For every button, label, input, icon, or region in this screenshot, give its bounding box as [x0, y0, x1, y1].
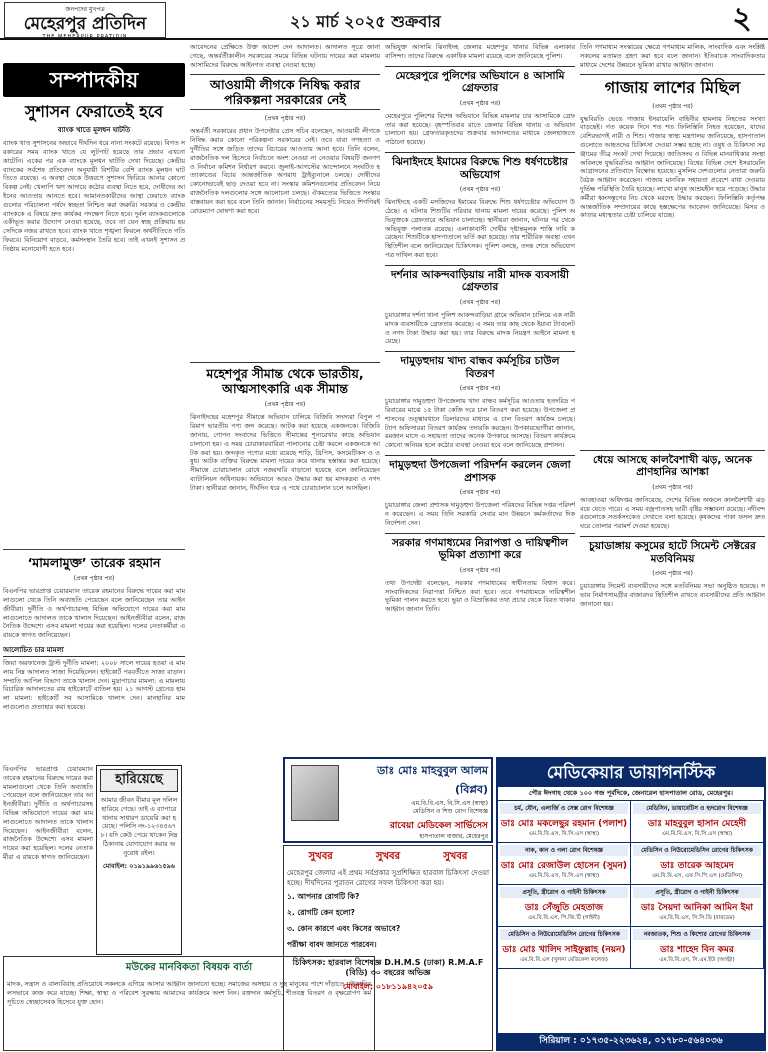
doctor-degree: এম.বি.বি.এস, বি.সি.এস (স্বাস্থ্য) — [528, 831, 600, 837]
doctor-specialty: প্রসূতি, স্ত্রীরোগ ও গাইনী চিকিৎসক — [633, 887, 761, 898]
diagnostic-address: পৌর ঈদগাহ থেকে ১০০ গজ পূর্বদিকে, জেনারেল হাসপাতাল রোড, মেহেরপুর। — [498, 787, 764, 801]
editorial-label: সম্পাদকীয় — [3, 63, 185, 97]
herbal-advertisement — [283, 845, 493, 1051]
storm-continued: (প্রথম পৃষ্ঠার পর) — [652, 483, 693, 491]
org-body: মাদক, সন্ত্রাস ও বাল্যবিবাহ প্রতিরোধে সকলকে এগিয়ে আসার আহ্বান জানানো হচ্ছে। সমাজের অসহায় ও দুস্থ মানুষের পাশে দাঁড়াতে মউক নিরলসভাবে কাজ করে যাচ্ছে। শিক্ষা, স্বাস্থ্য ও পরিবেশ সুরক্ষায় আমাদের কার্যক্রমে অংশ নিন। রক্তদান কর্মসূচি, শীতবস্ত্র বিতরণ ও বৃক্ষরোপণ কর্মসূচিতে স্বেচ্ছাসেবক হিসেবে যুক্ত হোন। — [7, 980, 371, 1006]
doctor-specialty: মেডিসিন, ডায়াবেটিস ও হৃদরোগ বিশেষজ্ঞ — [633, 803, 761, 814]
herbal-question-2: ২. রোগটি কেন হলো? — [287, 908, 355, 917]
darshana-headline: দর্শনার আকন্দবাড়িয়ায় নারী মাদক ব্যবসায়ী গ্রেফতার — [385, 265, 575, 294]
doctor-specialty: প্রসূতি, স্ত্রীরোগ ও গাইনী চিকিৎসক — [500, 887, 628, 898]
doctor-specialty: মেডিসিন ও নিউরোমেডিসিন রোগের চিকিৎসক — [500, 929, 628, 940]
good-news-banner — [287, 849, 489, 866]
journalism-continued: (প্রথম পৃষ্ঠার পর) — [459, 566, 501, 574]
diagnostic-serial-phone: সিরিয়াল : ০১৭৩৫-২২৩৬২৪, ০১৭৮০-৫৬৪০৩৬ — [498, 1033, 764, 1049]
column-4 — [580, 43, 765, 755]
police-continued: (প্রথম পৃষ্ঠার পর) — [459, 99, 501, 107]
masthead-tagline: জনপদের মুখপত্র — [65, 6, 105, 13]
doctor-cell — [631, 885, 764, 927]
inspection-continued: (প্রথম পৃষ্ঠার পর) — [459, 489, 501, 497]
column-2 — [190, 43, 380, 755]
doctor-advertisement — [283, 757, 493, 843]
awami-body: অন্তর্বর্তী সরকারের প্রধান উপদেষ্টার প্রেস সচিব বলেছেন, আওয়ামী লীগকে নিষিদ্ধ করার কোনো পরিকল্পনা সরকারের নেই। তবে যারা গণহত্যা ও দুর্নীতির সঙ্গে জড়িত তাদের বিচারের আওতায় আনা হবে। তিনি বলেন, রাজনৈতিক দল হিসেবে নির্বাচনে অংশ নেওয়া না নেওয়ার বিষয়টি জনগণ ও নির্বাচন কমিশন নির্ধারণ করবে। জুলাই-আগস্টের আন্দোলনে সংঘটিত হত্যাকাণ্ডের বিচার আন্তর্জাতিক অপরাধ ট্রাইব্যুনালে চলছে। দোষীদের কোনোভাবেই ছাড় দেওয়া হবে না। সংস্কার কমিশনগুলোর প্রতিবেদন নিয়ে রাজনৈতিক দলগুলোর সঙ্গে আলোচনা চলছে। ঐকমত্যের ভিত্তিতে সংস্কার বাস্তবায়ন করা হবে বলে তিনি জানান। নির্বাচনের সময়সূচি নিয়েও শিগগিরই রোডম্যাপ ঘোষণা করা হবে। — [190, 127, 380, 215]
police-body: মেহেরপুরে পুলিশের বিশেষ অভিযানে বিভিন্ন মামলার চার আসামিকে গ্রেফতার করা হয়েছে। বৃহস্পতিবার রাতে জেলার বিভিন্ন থানায় এ অভিযান চালানো হয়। গ্রেফতারকৃতদের শুক্রবার আদালতের মাধ্যমে জেলহাজতে পাঠানো হয়েছে। — [385, 111, 575, 147]
missing-title: হারিয়েছে — [100, 769, 178, 792]
c3-intro: অভিযুক্ত আসামি ঝিনাইদহ জেলার মহেশপুর থানার বিভিন্ন এলাকার বাসিন্দা। তাদের বিরুদ্ধে একাধিক মামলা রয়েছে বলে জানিয়েছে পুলিশ। — [385, 43, 575, 60]
damurhuda-continued: (প্রথম পৃষ্ঠার পর) — [459, 385, 501, 393]
doctor-name: ডাঃ মোঃ রেজাউল হোসেন (সুমন) — [500, 861, 628, 871]
jhinaidah-continued: (প্রথম পৃষ্ঠার পর) — [459, 186, 501, 194]
jhinaidah-headline: ঝিনাইদহে ইমামের বিরুদ্ধে শিশু ধর্ষণচেষ্টার অভিযোগ — [385, 152, 575, 181]
org-title: মউকের মানবিকতা বিষয়ক বার্তা — [125, 962, 253, 973]
doctor-name: ডাঃ তারেক আহমেদ — [660, 861, 734, 871]
maheshpur-continued: (প্রথম পৃষ্ঠার পর) — [264, 401, 306, 409]
doctor-cell — [631, 927, 764, 969]
doctor-name: ডাঃ মোঃ মকলেছুর রহমান (পলাশ) — [500, 819, 628, 829]
clinic-name: রাবেয়া মেডিকেল সার্ভিসেস — [389, 821, 488, 831]
masthead — [0, 0, 768, 40]
good-news-3: সুখবর — [443, 851, 468, 862]
maheshpur-body: ঝিনাইদহের মহেশপুর সীমান্তে অভিযান চালিয়ে বিজিবি সদস্যরা বিপুল পরিমাণ ভারতীয় পণ্য জব্দ করেছে। আটক করা হয়েছে একজনকে। বিজিবি জানায়, গোপন সংবাদের ভিত্তিতে সীমান্তের শূন্যরেখার কাছে অভিযান চালানো হয়। এ সময় চোরাকারবারিরা পালানোর চেষ্টা করলে একজনকে আটক করা হয়। জব্দকৃত পণ্যের মধ্যে রয়েছে শাড়ি, থ্রিপিস, কসমেটিকস ও ওষুধ। আটক ব্যক্তির বিরুদ্ধে মামলা দায়ের করে থানায় হস্তান্তর করা হয়েছে। সীমান্তে চোরাচালান রোধে নজরদারি বাড়ানো হয়েছে বলে জানিয়েছেন ব্যাটালিয়ন অধিনায়ক। অভিযানে আরও উদ্ধার করা হয় মাদকদ্রব্য ও নগদ টাকা। স্থানীয়রা জানান, দীর্ঘদিন ধরে এ পথে চোরাচালান চলে আসছিল। — [190, 413, 380, 492]
editorial-subhead: ব্যাংক খাতে মূলধন ঘাটতি — [57, 126, 131, 135]
doctor-photo — [291, 765, 339, 821]
tarek-subsection: আলোচিত চার মামলা — [3, 644, 185, 657]
chuadanga-headline: চুয়াডাঙ্গায় কসুমের হাটে সিমেন্ট সেক্টরের মতবিনিময় — [580, 536, 765, 565]
herbal-question-3: ৩. কোন কারণে এবং কিসের অভাবে? — [287, 924, 401, 933]
doctor-degree: এম.বি.বি.এস, বি.সি.এস (স্বাস্থ্য) — [661, 831, 733, 837]
damurhuda-headline: দামুড়হুদায় খাদ্য বান্ধব কর্মসূচির চাউল বিতরণ — [385, 351, 575, 380]
doctor-name: ডাঃ মাহবুবুল হাসান মেহেদী — [647, 819, 747, 829]
storm-headline: ধেয়ে আসছে কালবৈশাখী ঝড়, অনেক প্রাণহানির আশঙ্কা — [580, 450, 765, 479]
good-news-2: সুখবর — [375, 851, 401, 862]
issue-date: ২১ মার্চ ২০২৫ শুক্রবার — [290, 12, 441, 31]
tarek-headline: ‘মামলামুক্ত’ তারেক রহমান — [27, 555, 161, 571]
c2-intro: আবেদনের প্রেক্ষিতে উক্ত আদেশ দেন আদালত। আদালত সূত্রে জানা গেছে, অন্তর্বর্তীকালীন সরকারের সময়ে বিভিন্ন ঘটনায় দায়ের করা মামলায় আসামিদের বিরুদ্ধে আইনগত ব্যবস্থা নেওয়া হচ্ছে। — [190, 43, 380, 69]
storm-body: আবহাওয়া অধিদপ্তর জানিয়েছে, দেশের বিভিন্ন অঞ্চলে কালবৈশাখী ঝড় বয়ে যেতে পারে। এ সময় বজ্রপাতসহ ভারী বৃষ্টির সম্ভাবনা রয়েছে। নদীবন্দরগুলোকে সতর্কসংকেত দেখাতে বলা হয়েছে। কৃষকদের পাকা ফসল দ্রুত ঘরে তোলার পরামর্শ দেওয়া হয়েছে। — [580, 495, 765, 531]
missing-notice — [96, 765, 182, 955]
darshana-body: চুয়াডাঙ্গার দর্শনা থানা পুলিশ আকন্দবাড়িয়া গ্রামে অভিযান চালিয়ে এক নারী মাদক ব্যবসায়ীকে গ্রেফতার করেছে। এ সময় তার কাছ থেকে ইয়াবা ট্যাবলেট ও নগদ টাকা উদ্ধার করা হয়। তার বিরুদ্ধে মাদক নিয়ন্ত্রণ আইনে মামলা হয়েছে। — [385, 310, 575, 346]
missing-body: আমার জীবন বীমার মূল দলিল হারিয়ে গেছে। তাই এ ব্যাপারে থানায় সাধারণ ডায়েরি করা হয়েছে। পলিসি নং-১২৩৪৫৬৭৮। যদি কেউ পেয়ে থাকেন নিম্ন ঠিকানায় যোগাযোগ করার অনুরোধ রইল। — [100, 796, 178, 857]
awami-continued: (প্রথম পৃষ্ঠার পর) — [264, 115, 306, 123]
doctor-grid — [498, 801, 764, 969]
doctor-name: ডাঃ সৈয়দা আনিকা আমিন ইমা — [641, 903, 753, 913]
police-headline: মেহেরপুরে পুলিশের অভিযানে ৪ আসামি গ্রেফতার — [385, 66, 575, 95]
journalism-headline: সরকার গণমাধ্যমের নিরাপত্তা ও দায়িত্বশীল ভূমিকা প্রত্যাশা করে — [385, 533, 575, 562]
doctor-specialty: নবজাতক, শিশু ও কিশোর রোগের চিকিৎসক — [633, 929, 761, 940]
doctor-degree: এম.বি.বি.এস (খুলনা মেডিকেল কলেজ) — [520, 957, 608, 963]
column-editorial — [3, 43, 185, 753]
damurhuda-body: চুয়াডাঙ্গার দামুড়হুদা উপজেলায় খাদ্য বান্ধব কর্মসূচির আওতায় হতদরিদ্র পরিবারের মাঝে ১৫ টাকা কেজি দরে চাল বিতরণ করা হয়েছে। উপজেলা প্রশাসনের তত্ত্বাবধানে ডিলারদের মাধ্যমে এ চাল বিতরণ কার্যক্রম চলছে। ট্যাগ অফিসাররা বিতরণ কার্যক্রম তদারকি করছেন। উপকারভোগীরা জানান, রমজান মাসে এ সহায়তা তাদের অনেক উপকারে আসছে। বিতরণ কার্যক্রমে কোনো অনিয়ম হলে কঠোর ব্যবস্থা নেওয়া হবে বলে জানিয়েছে প্রশাসন। — [385, 397, 575, 450]
herbal-question-4: পরীক্ষা বাবদ জানতে পারবেন। — [287, 940, 377, 949]
good-news-1: সুখবর — [308, 851, 333, 862]
c4-top-body: তিনি গণমাধ্যম সংস্কারের ক্ষেত্রে গণমাধ্যম মালিক, সাংবাদিক এবং সংশ্লিষ্ট সকলের মতামত গ্রহণ করা হবে বলে জানান। ইতিবাচক সাংবাদিকতার মাধ্যমে দেশের উন্নয়নে ভূমিকা রাখার আহ্বান জানান। — [580, 43, 765, 69]
doctor-degree: এম.বি.বি.এস, পি.জি.টি (গাইনী) — [528, 915, 600, 921]
doctor-specialty: মেডিসিন ও শিশু রোগ বিশেষজ্ঞ — [412, 808, 488, 815]
inspection-body: চুয়াডাঙ্গার জেলা প্রশাসক দামুড়হুদা উপজেলা পরিষদের বিভিন্ন দপ্তর পরিদর্শন করেছেন। এ সময় তিনি সরকারি সেবার মান উন্নয়নে কর্মকর্তাদের দিকনির্দেশনা দেন। — [385, 501, 575, 527]
column-3 — [385, 43, 575, 755]
gaza-headline: গাজায় লাশের মিছিল — [580, 74, 765, 97]
herbal-question-1: ১. আপনার রোগটি কি? — [287, 892, 360, 901]
doctor-cell — [498, 927, 631, 969]
doctor-degree: এম.বি.বি.এস, বি.সি.এস (স্বাস্থ্য) — [411, 800, 488, 807]
inspection-headline: দামুড়হুদা উপজেলা পরিদর্শন করলেন জেলা প্রশাসক — [385, 455, 575, 484]
page-number: ২ — [732, 1, 752, 36]
doctor-specialty: মেডিসিন ও নিউরোমেডিসিন রোগের চিকিৎসক — [633, 845, 761, 856]
doctor-cell — [631, 843, 764, 885]
doctor-degree: এম.বি.বি.এস, বি.সি.এস (স্বাস্থ্য) — [528, 873, 600, 879]
doctor-cell — [631, 801, 764, 843]
clinic-address: হাসপাতাল বাজার, মেহেরপুর — [419, 833, 488, 840]
newspaper-name: মেহেরপুর প্রতিদিন — [23, 14, 147, 34]
doctor-degree: এম.বি.বি.এস, সি.সি.ডি (বারডেম) — [659, 915, 735, 921]
doctor-specialty: চর্ম, যৌন, এলার্জি ও সেক্স রোগ বিশেষজ্ঞ — [500, 803, 628, 814]
herbal-body: মেহেরপুর জেলার এই প্রথম সর্বপ্রকার সুপ্রশিক্ষিত হারবাল চিকিৎসা দেওয়া হচ্ছে। দীর্ঘদিনের পুরাতন রোগের সফল চিকিৎসা করা হয়। — [287, 869, 489, 887]
doctor-cell — [498, 843, 631, 885]
doctor-cell — [498, 885, 631, 927]
editorial-headline: সুশাসন ফেরাতেই হবে — [24, 102, 164, 121]
diagnostic-title: মেডিকেয়ার ডায়াগনস্টিক — [498, 759, 764, 787]
divider — [3, 549, 185, 550]
tarek-continued: (প্রথম পৃষ্ঠার পর) — [73, 575, 115, 583]
doctor-name: ডাঃ মোঃ খালিদ সাইফুল্লাহ (নয়ন) — [502, 945, 626, 955]
tarek-body: বিএনপির ভারপ্রাপ্ত চেয়ারম্যান তারেক রহমানের বিরুদ্ধে দায়ের করা মামলাগুলো থেকে তিনি অব্যাহতি পেয়েছেন বলে জানিয়েছেন তার আইনজীবীরা। দুর্নীতি ও অর্থপাচারসহ বিভিন্ন অভিযোগে দায়ের করা মামলাগুলোতে আদালত তাকে খালাস দিয়েছেন। আইনজীবীরা বলেন, রাজনৈতিক উদ্দেশ্যে এসব মামলা দায়ের করা হয়েছিল। দলের নেতাকর্মীরা এ রায়কে স্বাগত জানিয়েছেন। — [3, 587, 185, 640]
herbal-doctor-info: চিকিৎসক: হারবাল বিশেষজ্ঞ D.H.M.S (ঢাকা) R.M.A.F (বিডি) ৩০ বছরের অভিজ্ঞ — [292, 958, 484, 977]
editorial-body: ব্যাংক খাত সুশাসনের অভাবে দীর্ঘদিন ধরে নানা সংকটে রয়েছে। বিগত সরকারের সময় ব্যাংক খাতে যে লুটপাট হয়েছে তার প্রভাব এখনো কাটেনি। একের পর এক ব্যাংকে মূলধন ঘাটতি দেখা দিয়েছে। কেন্দ্রীয় ব্যাংকের সর্বশেষ প্রতিবেদন অনুযায়ী বিশটির বেশি ব্যাংক মূলধন ঘাটতিতে রয়েছে। এ অবস্থা থেকে উত্তরণে সুশাসন ফিরিয়ে আনার কোনো বিকল্প নেই। খেলাপি ঋণ আদায়ে কঠোর ব্যবস্থা নিতে হবে, দোষীদের আইনের আওতায় আনতে হবে। আমানতকারীদের আস্থা ফেরাতে ব্যাংকগুলোর পরিচালনা পর্ষদে স্বচ্ছতা নিশ্চিত করা জরুরি। সরকার ও কেন্দ্রীয় ব্যাংককে এ বিষয়ে দ্রুত কার্যকর পদক্ষেপ নিতে হবে। দুর্বল ব্যাংকগুলোকে একীভূত করার উদ্যোগ নেওয়া হয়েছে, তবে তা যেন স্বচ্ছ প্রক্রিয়ায় হয় সেদিকে নজর রাখতে হবে। ব্যাংক খাতে শৃঙ্খলা ফিরলে অর্থনীতিতে গতি ফিরবে। বিনিয়োগ বাড়বে, কর্মসংস্থান তৈরি হবে। তাই এখনই সুশাসন প্রতিষ্ঠায় মনোযোগী হতে হবে। — [3, 139, 185, 253]
journalism-body: তথ্য উপদেষ্টা বলেছেন, সরকার গণমাধ্যমের স্বাধীনতায় বিশ্বাস করে। সাংবাদিকদের নিরাপত্তা নিশ্চিত করা হবে। তবে গণমাধ্যমকে দায়িত্বশীল ভূমিকা পালন করতে হবে। ভুয়া ও বিভ্রান্তিকর তথ্য প্রচার থেকে বিরত থাকার আহ্বান জানান তিনি। — [385, 578, 575, 614]
doctor-name: ডাঃ সেঁজুতি মেহতাজ — [524, 903, 604, 913]
tarek-body-3: বিএনপির ভারপ্রাপ্ত চেয়ারম্যান তারেক রহমানের বিরুদ্ধে দায়ের করা মামলাগুলো থেকে তিনি অব্যাহতি পেয়েছেন বলে জানিয়েছেন তার আইনজীবীরা। দুর্নীতি ও অর্থপাচারসহ বিভিন্ন অভিযোগে দায়ের করা মামলাগুলোতে আদালত তাকে খালাস দিয়েছেন। আইনজীবীরা বলেন, রাজনৈতিক উদ্দেশ্যে এসব মামলা দায়ের করা হয়েছিল। দলের নেতাকর্মীরা এ রায়কে স্বাগত জানিয়েছেন। — [3, 765, 93, 861]
doctor-cell — [498, 801, 631, 843]
doctor-specialty: নাক, কান ও গলা রোগ বিশেষজ্ঞ — [500, 845, 628, 856]
doctor-degree: এম.বি.বি.এস, এফ.সি.পি.এস (মেডিসিন) — [651, 873, 743, 879]
newspaper-name-english: THE MEHERPUR PRATIDIN — [42, 34, 128, 40]
jhinaidah-body: ঝিনাইদহে একটি মসজিদের ইমামের বিরুদ্ধে শিশু ধর্ষণচেষ্টার অভিযোগ উঠেছে। এ ঘটনায় শিশুটির পরিবার থানায় মামলা দায়ের করেছে। পুলিশ অভিযুক্তকে গ্রেফতারে অভিযান চালাচ্ছে। স্থানীয়রা জানান, ঘটনার পর থেকে অভিযুক্ত পলাতক রয়েছে। এলাকাবাসী দোষীর দৃষ্টান্তমূলক শাস্তি দাবি করেছেন। শিশুটিকে হাসপাতালে ভর্তি করা হয়েছে। তার শারীরিক অবস্থা এখন স্থিতিশীল বলে জানিয়েছেন চিকিৎসক। পুলিশ বলছে, তদন্ত শেষে অভিযোগপত্র দাখিল করা হবে। — [385, 198, 575, 259]
doctor-name: ডাঃ শাহেদ বিন কমর — [660, 945, 734, 955]
tarek-body-2: জিয়া অরফানেজ ট্রাস্ট দুর্নীতি মামলা: ২০০৮ সালে দায়ের হওয়া এ মামলায় নিম্ন আদালত সাজা দিয়েছিলেন। হাইকোর্ট পরবর্তীতে সাজা বাড়ান। সম্প্রতি আপিল বিভাগ তাকে খালাস দেন। মুদ্রাপাচার মামলা: এ মামলায় বিচারিক আদালতের রায় হাইকোর্টে বাতিল হয়। ২১ আগস্ট গ্রেনেড হামলা মামলা: হাইকোর্ট সব আসামিকে খালাস দেন। মানহানির মামলাগুলোও প্রত্যাহার করা হয়েছে। — [3, 658, 185, 711]
newspaper-logo — [4, 2, 166, 38]
gaza-body: যুদ্ধবিরতি ভেঙে গাজায় ইসরায়েলি বাহিনীর হামলায় নিহতের সংখ্যা বাড়ছেই। গত কয়েক দিনে শত শত ফিলিস্তিনি নিহত হয়েছেন, যাদের বেশিরভাগই নারী ও শিশু। গাজার স্বাস্থ্য মন্ত্রণালয় জানিয়েছে, হাসপাতালগুলোতে আহতদের চিকিৎসা দেওয়া সম্ভব হচ্ছে না। ওষুধ ও চিকিৎসা সরঞ্জামের তীব্র সংকট দেখা দিয়েছে। জাতিসংঘ ও বিভিন্ন মানবাধিকার সংস্থা অবিলম্বে যুদ্ধবিরতির আহ্বান জানিয়েছে। বিশ্বের বিভিন্ন দেশে ইসরায়েলি আগ্রাসনের প্রতিবাদে বিক্ষোভ হয়েছে। মুসলিম দেশগুলোর নেতারা জরুরি বৈঠক আহ্বান করেছেন। গাজায় মানবিক সহায়তা প্রবেশে বাধা দেওয়ায় দুর্ভিক্ষ পরিস্থিতি তৈরি হয়েছে। লাখো মানুষ আশ্রয়হীন হয়ে পড়েছে। উদ্ধারকর্মীরা ধ্বংসস্তূপের নিচ থেকে মরদেহ উদ্ধার করছেন। ফিলিস্তিনি কর্তৃপক্ষ আন্তর্জাতিক সম্প্রদায়ের কাছে হস্তক্ষেপের আবেদন জানিয়েছে। মিসর ও কাতার মধ্যস্থতার চেষ্টা চালিয়ে যাচ্ছে। — [580, 114, 765, 220]
awami-headline: আওয়ামী লীগকে নিষিদ্ধ করার পরিকল্পনা সরকারের নেই — [190, 74, 380, 110]
doctor-degree: এম.বি.বি.এস, সি.এম.ইউ (আল্ট্রা) — [659, 957, 735, 963]
diagnostic-advertisement — [496, 757, 766, 1051]
gaza-continued: (প্রথম পৃষ্ঠার পর) — [652, 102, 693, 110]
herbal-phone: মোবাইল: ০১৮১১৯৪২০৫৯ — [342, 982, 434, 991]
missing-contact: মোবাইল: ০১৯১৯৯৬১৫৯৬ — [103, 861, 175, 870]
maheshpur-headline: মহেশপুর সীমান্ত থেকে ভারতীয়, আত্মসাৎকারি এক সীমান্ত — [190, 362, 380, 396]
tarek-continuation — [3, 765, 93, 953]
doctor-name: ডাঃ মোঃ মাহবুবুল আলম (বিপ্লব) — [377, 764, 488, 796]
chuadanga-continued: (প্রথম পৃষ্ঠার পর) — [652, 570, 693, 578]
chuadanga-body: চুয়াডাঙ্গায় সিমেন্ট ব্যবসায়ীদের সঙ্গে মতবিনিময় সভা অনুষ্ঠিত হয়েছে। সভায় নির্মাণসামগ্রীর বাজারদর স্থিতিশীল রাখতে ব্যবসায়ীদের প্রতি আহ্বান জানানো হয়। — [580, 582, 765, 608]
darshana-continued: (প্রথম পৃষ্ঠার পর) — [459, 298, 501, 306]
